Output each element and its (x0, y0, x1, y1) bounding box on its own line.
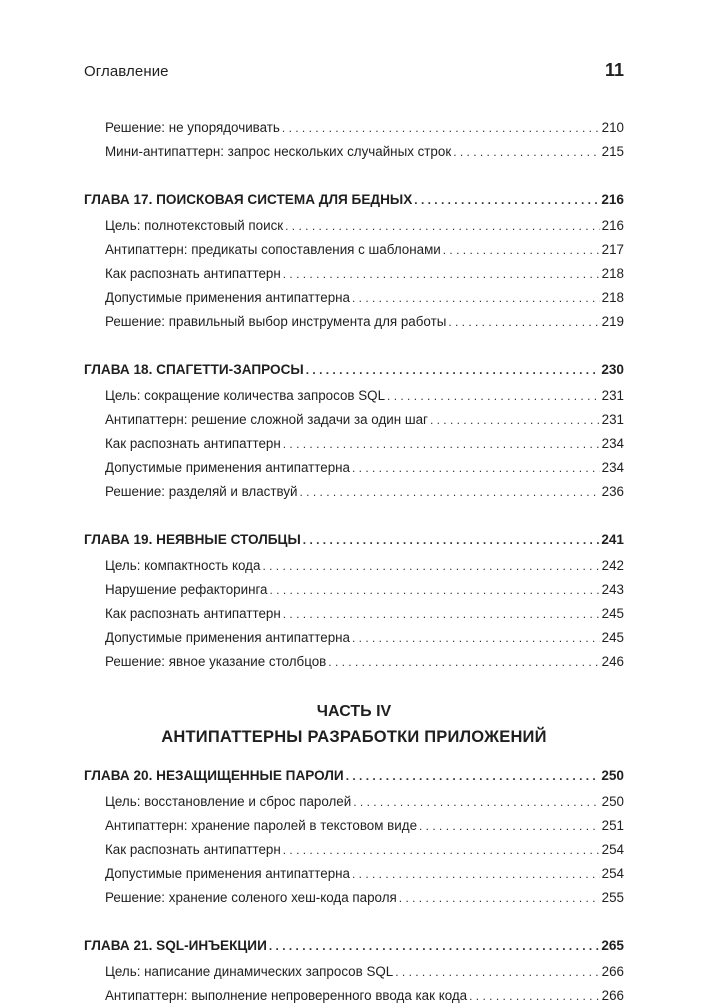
toc-entry[interactable] (84, 814, 624, 838)
chapter-page: 250 (601, 768, 624, 783)
toc-entry[interactable] (84, 650, 624, 674)
dot-leader (353, 790, 599, 814)
toc-entry-title: Цель: восстановление и сброс паролей (105, 794, 352, 809)
toc-entry-title: Решение: хранение соленого хеш-кода пароля (105, 890, 397, 905)
part-title: АНТИПАТТЕРНЫ РАЗРАБОТКИ ПРИЛОЖЕНИЙ (161, 728, 547, 746)
toc-entry-page: 236 (601, 484, 624, 499)
chapter-page: 230 (601, 362, 624, 377)
toc-entry-page: 254 (601, 866, 624, 881)
toc-entry-title: Антипаттерн: решение сложной задачи за один шаг (105, 412, 428, 427)
dot-leader (352, 286, 600, 310)
dot-leader (448, 310, 599, 334)
table-of-contents (84, 116, 624, 1008)
toc-chapter-17[interactable] (84, 188, 624, 212)
toc-entry[interactable] (84, 408, 624, 432)
toc-entry-title: Как распознать антипаттерн (105, 436, 281, 451)
dot-leader (453, 140, 599, 164)
toc-entry[interactable] (84, 262, 624, 286)
toc-entry[interactable] (84, 310, 624, 334)
dot-leader (283, 262, 600, 286)
toc-entry[interactable] (84, 602, 624, 626)
toc-entry-title: Допустимые применения антипаттерна (105, 630, 350, 645)
toc-entry-page: 234 (601, 436, 624, 451)
dot-leader (387, 384, 600, 408)
dot-leader (414, 188, 599, 212)
toc-entry[interactable] (84, 886, 624, 910)
dot-leader (352, 862, 600, 886)
dot-leader (443, 238, 600, 262)
dot-leader (269, 934, 599, 958)
toc-entry-page: 246 (601, 654, 624, 669)
toc-entry[interactable] (84, 286, 624, 310)
part-heading[interactable] (84, 700, 624, 750)
toc-group-chapter-18 (84, 358, 624, 504)
chapter-title: ГЛАВА 18. СПАГЕТТИ-ЗАПРОСЫ (84, 362, 304, 377)
dot-leader (430, 408, 600, 432)
toc-entry-page: 243 (601, 582, 624, 597)
toc-entry-page: 219 (601, 314, 624, 329)
toc-chapter-20[interactable] (84, 764, 624, 788)
dot-leader (262, 554, 599, 578)
toc-entry[interactable] (84, 214, 624, 238)
dot-leader (395, 960, 599, 984)
dot-leader (352, 456, 600, 480)
toc-entry-title: Допустимые применения антипаттерна (105, 290, 350, 305)
dot-leader (303, 528, 600, 552)
toc-group-chapter-21 (84, 934, 624, 1008)
chapter-title: ГЛАВА 20. НЕЗАЩИЩЕННЫЕ ПАРОЛИ (84, 768, 344, 783)
toc-entry-page: 217 (601, 242, 624, 257)
toc-entry-title: Цель: сокращение количества запросов SQL (105, 388, 386, 403)
part-number: ЧАСТЬ IV (316, 703, 392, 720)
toc-entry-page: 254 (601, 842, 624, 857)
toc-entry-title: Мини-антипаттерн: запрос нескольких случайных строк (105, 144, 452, 159)
dot-leader (399, 886, 600, 910)
toc-entry[interactable] (84, 626, 624, 650)
dot-leader (306, 358, 600, 382)
toc-entry-page: 234 (601, 460, 624, 475)
toc-entry-title: Решение: явное указание столбцов (105, 654, 327, 669)
toc-entry-page: 255 (601, 890, 624, 905)
toc-entry-title: Цель: написание динамических запросов SQL (105, 964, 394, 979)
toc-entry-title: Решение: не упорядочивать (105, 120, 280, 135)
toc-entry[interactable] (84, 960, 624, 984)
toc-entry-page: 231 (601, 388, 624, 403)
toc-entry-title: Решение: разделяй и властвуй (105, 484, 298, 499)
dot-leader (352, 626, 600, 650)
toc-entry-page: 218 (601, 266, 624, 281)
toc-entry-page: 266 (601, 964, 624, 979)
toc-chapter-18[interactable] (84, 358, 624, 382)
toc-entry[interactable] (84, 140, 624, 164)
dot-leader (270, 578, 600, 602)
dot-leader (283, 602, 600, 626)
dot-leader (346, 764, 600, 788)
toc-entry-page: 245 (601, 606, 624, 621)
chapter-page: 241 (601, 532, 624, 547)
toc-entry[interactable] (84, 384, 624, 408)
toc-entry-title: Как распознать антипаттерн (105, 842, 281, 857)
toc-entry-page: 215 (601, 144, 624, 159)
toc-group-chapter-17 (84, 188, 624, 334)
toc-entry-title: Решение: правильный выбор инструмента для работы (105, 314, 447, 329)
toc-group-continued (84, 116, 624, 164)
toc-entry-page: 218 (601, 290, 624, 305)
toc-entry-title: Нарушение рефакторинга (105, 582, 268, 597)
toc-chapter-19[interactable] (84, 528, 624, 552)
toc-entry[interactable] (84, 790, 624, 814)
toc-entry[interactable] (84, 238, 624, 262)
toc-entry[interactable] (84, 578, 624, 602)
toc-entry-title: Допустимые применения антипаттерна (105, 460, 350, 475)
toc-group-chapter-20 (84, 764, 624, 910)
dot-leader (285, 214, 600, 238)
toc-entry[interactable] (84, 554, 624, 578)
running-head (84, 60, 624, 84)
toc-entry[interactable] (84, 838, 624, 862)
dot-leader (328, 650, 599, 674)
page-number: 11 (604, 60, 624, 80)
chapter-page: 216 (601, 192, 624, 207)
toc-entry-page: 250 (601, 794, 624, 809)
toc-entry-page: 245 (601, 630, 624, 645)
dot-leader (282, 116, 600, 140)
toc-entry-title: Антипаттерн: предикаты сопоставления с шаблонами (105, 242, 441, 257)
toc-entry-page: 242 (601, 558, 624, 573)
dot-leader (419, 814, 600, 838)
toc-entry-page: 216 (601, 218, 624, 233)
chapter-title: ГЛАВА 17. ПОИСКОВАЯ СИСТЕМА ДЛЯ БЕДНЫХ (84, 192, 413, 207)
toc-entry-title: Антипаттерн: хранение паролей в текстовом виде (105, 818, 418, 833)
toc-group-chapter-19 (84, 528, 624, 674)
toc-entry-title: Допустимые применения антипаттерна (105, 866, 350, 881)
toc-entry-title: Как распознать антипаттерн (105, 266, 281, 281)
toc-entry-title: Как распознать антипаттерн (105, 606, 281, 621)
toc-entry-page: 210 (601, 120, 624, 135)
running-title: Оглавление (84, 63, 169, 80)
toc-entry-page: 266 (601, 988, 624, 1003)
toc-entry[interactable] (84, 456, 624, 480)
dot-leader (469, 984, 600, 1008)
toc-chapter-21[interactable] (84, 934, 624, 958)
toc-entry-title: Антипаттерн: выполнение непроверенного ввода как кода (105, 988, 468, 1003)
toc-entry[interactable] (84, 862, 624, 886)
dot-leader (283, 432, 600, 456)
toc-entry[interactable] (84, 432, 624, 456)
toc-entry[interactable] (84, 116, 624, 140)
chapter-title: ГЛАВА 21. SQL-ИНЪЕКЦИИ (84, 938, 267, 953)
dot-leader (300, 480, 600, 504)
toc-entry[interactable] (84, 984, 624, 1008)
toc-entry-title: Цель: компактность кода (105, 558, 261, 573)
toc-entry-page: 251 (601, 818, 624, 833)
dot-leader (283, 838, 600, 862)
chapter-page: 265 (601, 938, 624, 953)
chapter-title: ГЛАВА 19. НЕЯВНЫЕ СТОЛБЦЫ (84, 532, 301, 547)
toc-entry-page: 231 (601, 412, 624, 427)
toc-entry[interactable] (84, 480, 624, 504)
toc-entry-title: Цель: полнотекстовый поиск (105, 218, 284, 233)
